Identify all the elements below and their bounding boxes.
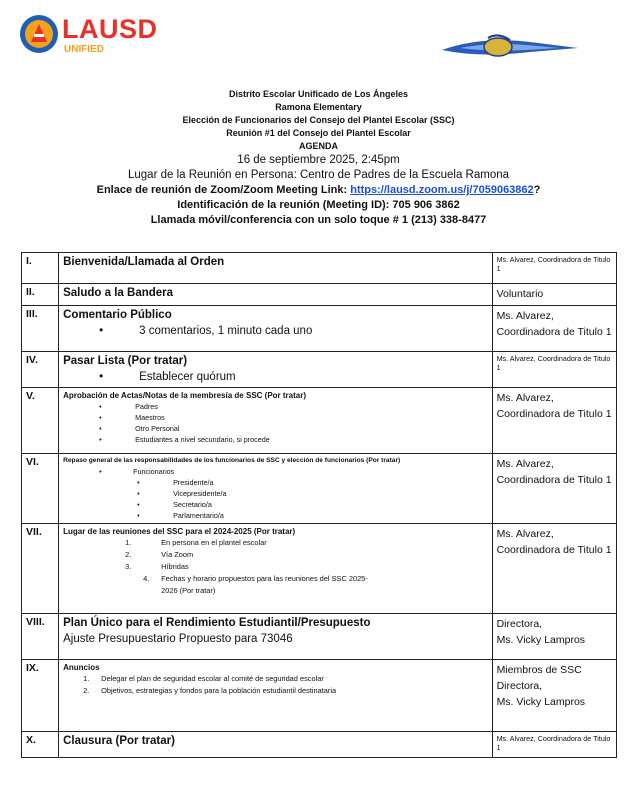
row-title: Saludo a la Bandera — [63, 287, 174, 299]
list-item: • 3 comentarios, 1 minuto cada uno — [99, 325, 313, 337]
row-title: Pasar Lista (Por tratar) — [63, 355, 188, 367]
agenda-row-10 — [22, 732, 617, 758]
agenda-row-2 — [22, 284, 617, 306]
agenda-row-4 — [22, 352, 617, 388]
row-title: Bienvenida/Llamada al Orden — [63, 256, 225, 268]
lausd-logo — [18, 12, 168, 62]
agenda-row-5 — [22, 388, 617, 454]
zoom-line — [0, 183, 637, 198]
agenda-row-6 — [22, 454, 617, 524]
list-item: 2. Vía Zoom — [125, 550, 194, 559]
row-number: IX. — [22, 660, 59, 732]
list-item: 1. Delegar el plan de seguridad escolar al comité de seguridad escolar — [83, 674, 324, 683]
logo-lausd-text: LAUSD — [62, 14, 158, 44]
list-item: • Secretario/a — [137, 500, 212, 509]
row-responsible: Ms. Alvarez, Coordinadora de Titulo 1 — [496, 458, 612, 486]
agenda-row-3 — [22, 306, 617, 352]
row-responsible: Ms. Alvarez, Coordinadora de Titulo 1 — [496, 354, 611, 372]
list-item: • Vicepresidente/a — [137, 489, 227, 498]
list-item: 2. Objetivos, estrategias y fondos para la población estudiantil destinataria — [83, 686, 337, 695]
row-responsible: Ms. Alvarez, Coordinadora de Titulo 1 — [496, 255, 611, 273]
row-title: Anuncios — [63, 663, 100, 672]
row-responsible: Ms. Alvarez, Coordinadora de Titulo 1 — [496, 310, 612, 338]
row-number: I. — [22, 253, 59, 284]
row-subtitle: Ajuste Presupuestario Propuesto para 73046 — [63, 633, 293, 645]
meeting-date: 16 de septiembre 2025, 2:45pm — [237, 154, 400, 166]
meeting-title: Reunión #1 del Consejo del Plantel Escolar — [226, 128, 411, 138]
zoom-suffix: ? — [533, 184, 541, 196]
row-number: V. — [22, 388, 59, 454]
row-title: Repaso general de las responsabilidades de los funcionarios de SSC y elección de funcionarios (Por tratar) — [63, 457, 401, 464]
list-item: • Parlamentario/a — [137, 511, 224, 520]
school-name: Ramona Elementary — [275, 102, 362, 112]
meeting-place: Lugar de la Reunión en Persona: Centro de Padres de la Escuela Ramona — [127, 169, 510, 181]
election-title: Elección de Funcionarios del Consejo del Plantel Escolar (SSC) — [182, 115, 455, 125]
row-responsible: Miembros de SSC — [496, 664, 582, 676]
row-responsible: Ms. Vicky Lampros — [496, 696, 586, 708]
zoom-link[interactable]: https://lausd.zoom.us/j/7059063862 — [350, 184, 534, 196]
zoom-label: Enlace de reunión de Zoom/Zoom Meeting Link: — [96, 184, 351, 196]
ramona-ram-logo — [440, 30, 580, 66]
row-title: Lugar de las reuniones del SSC para el 2024-2025 (Por tratar) — [63, 527, 296, 536]
agenda-row-8 — [22, 614, 617, 660]
row-responsible: Voluntario — [496, 288, 544, 300]
agenda-header — [0, 88, 637, 228]
list-item: 3. Híbridas — [125, 562, 189, 571]
list-item: • Otro Personal — [99, 424, 180, 433]
logo-unified-text: UNIFIED — [64, 44, 104, 55]
row-title: Plan Único para el Rendimiento Estudiantil/Presupuesto — [63, 617, 371, 629]
district-name: Distrito Escolar Unificado de Los Ángeles — [228, 89, 409, 99]
list-item: • Padres — [99, 402, 158, 411]
row-responsible: Ms. Alvarez, Coordinadora de Titulo 1 — [496, 392, 612, 420]
agenda-row-7 — [22, 524, 617, 614]
row-title: Comentario Público — [63, 309, 172, 321]
row-title: Clausura (Por tratar) — [63, 735, 175, 747]
row-responsible: Directora, — [496, 680, 543, 692]
row-responsible: Ms. Alvarez, Coordinadora de Titulo 1 — [496, 734, 611, 752]
list-item: • Estudiantes a nivel secundario, si procede — [99, 435, 270, 444]
phone-line: Llamada móvil/conferencia con un solo toque # 1 (213) 338-8477 — [150, 214, 487, 226]
agenda-label: AGENDA — [298, 141, 338, 151]
row-number: X. — [22, 732, 59, 758]
row-number: II. — [22, 284, 59, 306]
list-item: • Establecer quórum — [99, 371, 236, 383]
list-item: 1. En persona en el plantel escolar — [125, 538, 267, 547]
agenda-row-1 — [22, 253, 617, 284]
list-item: • Maestros — [99, 413, 165, 422]
row-number: VIII. — [22, 614, 59, 660]
row-responsible: Ms. Alvarez, Coordinadora de Titulo 1 — [496, 528, 612, 556]
list-item: • Presidente/a — [137, 478, 214, 487]
agenda-table — [21, 252, 617, 758]
row-number: VI. — [22, 454, 59, 524]
agenda-row-9 — [22, 660, 617, 732]
list-item: 4. Fechas y horario propuestos para las reuniones del SSC 2025-2026 (Por tratar) — [143, 574, 368, 595]
row-responsible: Directora, — [496, 618, 543, 630]
meeting-id: Identificación de la reunión (Meeting ID): 705 906 3862 — [177, 199, 460, 211]
row-responsible: Ms. Vicky Lampros — [496, 634, 586, 646]
row-number: IV. — [22, 352, 59, 388]
row-number: VII. — [22, 524, 59, 614]
list-item: • Funcionarios — [99, 467, 175, 476]
row-number: III. — [22, 306, 59, 352]
row-title: Aprobación de Actas/Notas de la membresía de SSC (Por tratar) — [63, 391, 306, 400]
